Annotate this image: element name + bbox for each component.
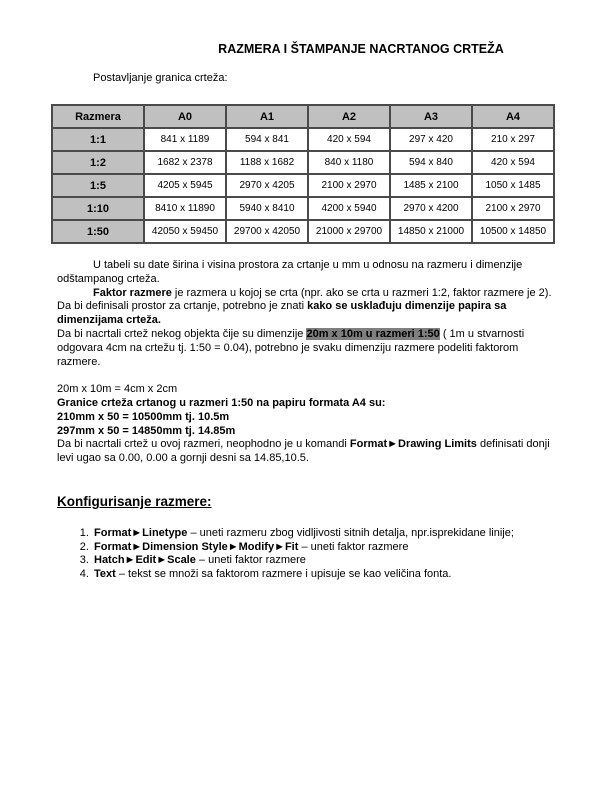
table-cell: 8410 x 11890 (144, 197, 226, 220)
config-list (57, 527, 577, 581)
scale-cell: 1:10 (52, 197, 144, 220)
intro-text: Postavljanje granica crteža: (93, 72, 228, 84)
column-header: A4 (472, 105, 554, 128)
table-cell: 21000 x 29700 (308, 220, 390, 243)
table-cell: 10500 x 14850 (472, 220, 554, 243)
list-item-text: – uneti razmeru zbog vidljivosti sitnih detalja, npr.isprekidane linije; (187, 527, 514, 539)
section-heading: Konfigurisanje razmere: (57, 494, 212, 509)
table-cell: 2100 x 2970 (308, 174, 390, 197)
table-cell: 14850 x 21000 (390, 220, 472, 243)
list-item-text: – uneti faktor razmere (298, 540, 409, 553)
scale-cell: 1:5 (52, 174, 144, 197)
table-cell: 5940 x 8410 (226, 197, 308, 220)
table-cell: 2100 x 2970 (472, 197, 554, 220)
table-cell: 1050 x 1485 (472, 174, 554, 197)
table-cell: 4200 x 5940 (308, 197, 390, 220)
paragraph-example (57, 328, 557, 369)
table-cell: 29700 x 42050 (226, 220, 308, 243)
column-header: A1 (226, 105, 308, 128)
table-cell: 297 x 420 (390, 128, 472, 151)
example-lead: Da bi nacrtali crtež nekog objekta čije su dimenzije (57, 327, 307, 340)
list-item (92, 568, 577, 582)
table-row (52, 151, 554, 174)
limits-command: Format►Drawing Limits (349, 438, 477, 451)
table-row (52, 174, 554, 197)
calc-height: 297mm x 50 = 14850mm tj. 14.85m (57, 424, 236, 437)
scale-factor-definition: je razmera u kojoj se crta (npr. ako se crta u razmeri 1:2, faktor razmere je 2). (171, 286, 552, 299)
table-cell: 841 x 1189 (144, 128, 226, 151)
scale-cell: 1:1 (52, 128, 144, 151)
list-item-text: – tekst se množi sa faktorom razmere i upisuje se kao veličina fonta. (115, 567, 452, 580)
calc-heading: Granice crteža crtanog u razmeri 1:50 na papiru formata A4 su: (57, 396, 386, 409)
table-cell: 2970 x 4200 (390, 197, 472, 220)
table-cell: 42050 x 59450 (144, 220, 226, 243)
list-item-command: Text (94, 567, 116, 580)
table-cell: 420 x 594 (472, 151, 554, 174)
table-cell: 840 x 1180 (308, 151, 390, 174)
table-cell: 4205 x 5945 (144, 174, 226, 197)
list-item-command: Format►Dimension Style►Modify►Fit (94, 540, 299, 553)
scale-cell: 1:50 (52, 220, 144, 243)
list-item-command: Format►Linetype (94, 527, 188, 539)
table-header-row (52, 105, 554, 128)
body-text (57, 259, 557, 466)
list-item (92, 527, 577, 541)
column-header: A0 (144, 105, 226, 128)
drawing-space-emphasis: kako se usklađuju dimenzije papira sa dimenzijama crteža. (57, 300, 507, 327)
list-item-text: – uneti faktor razmere (195, 554, 306, 567)
table-cell: 2970 x 4205 (226, 174, 308, 197)
column-header: Razmera (52, 105, 144, 128)
paragraph-drawing-space (57, 300, 557, 328)
list-item (92, 541, 577, 555)
drawing-space-lead: Da bi definisali prostor za crtanje, potrebno je znati (57, 300, 308, 313)
calc-width: 210mm x 50 = 10500mm tj. 10.5m (57, 410, 230, 423)
list-item (92, 554, 577, 568)
table-row (52, 220, 554, 243)
example-rest: ( 1m u stvarnosti odgovara 4cm na crtežu tj. 1:50 = 0.04), potrebno je svaku dimenziju razmere podeliti faktorom razmere. (57, 327, 525, 368)
table-cell: 1485 x 2100 (390, 174, 472, 197)
column-header: A2 (308, 105, 390, 128)
paragraph-scale-factor (57, 287, 557, 301)
limits-lead: Da bi nacrtali crtež u ovoj razmeri, neophodno je u komandi (57, 438, 350, 451)
list-item-command: Hatch►Edit►Scale (94, 554, 196, 567)
table-cell: 594 x 841 (226, 128, 308, 151)
table-cell: 420 x 594 (308, 128, 390, 151)
paper-size-table (51, 104, 555, 244)
table-cell: 210 x 297 (472, 128, 554, 151)
table-row (52, 197, 554, 220)
paragraph-table-explanation: U tabeli su date širina i visina prostora za crtanje u mm u odnosu na razmeru i dimenzije odštampanog crteža. (57, 259, 523, 285)
limits-rest: definisati donji levi ugao sa 0.00, 0.00 a gornji desni sa 14.85,10.5. (57, 438, 550, 465)
spacer (57, 369, 557, 383)
paragraph-drawing-limits (57, 438, 557, 466)
table-cell: 1188 x 1682 (226, 151, 308, 174)
example-highlight: 20m x 10m u razmeri 1:50 (306, 327, 440, 340)
scale-factor-term: Faktor razmere (93, 286, 172, 299)
table-row (52, 128, 554, 151)
table-cell: 1682 x 2378 (144, 151, 226, 174)
calc-conversion: 20m x 10m = 4cm x 2cm (57, 383, 178, 396)
column-header: A3 (390, 105, 472, 128)
table-cell: 594 x 840 (390, 151, 472, 174)
scale-cell: 1:2 (52, 151, 144, 174)
page-title: RAZMERA I ŠTAMPANJE NACRTANOG CRTEŽA (218, 42, 504, 56)
